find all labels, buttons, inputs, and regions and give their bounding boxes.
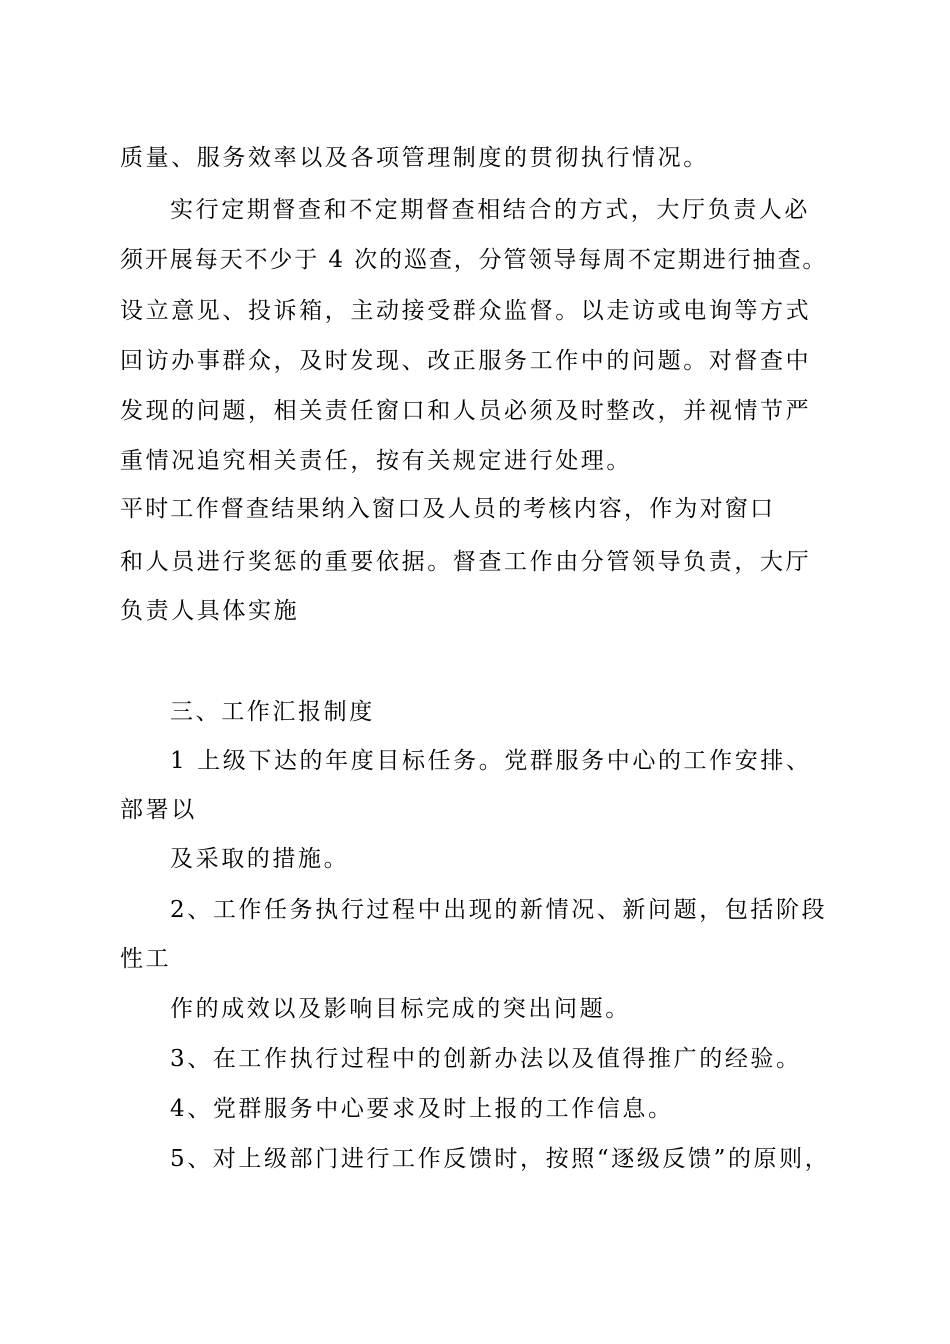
list-item-2: 2、工作任务执行过程中出现的新情况、新问题，包括阶段 — [170, 897, 828, 923]
section-heading: 三、工作汇报制度 — [170, 699, 375, 725]
list-item-1-cont: 及采取的措施。 — [170, 846, 350, 872]
text-line-8: 平时工作督查结果纳入窗口及人员的考核内容，作为对窗口 — [120, 496, 776, 522]
text-line-6: 发现的问题，相关责任窗口和人员必须及时整改，并视情节严 — [120, 398, 812, 424]
list-item-1-wrap: 部署以 — [120, 797, 197, 823]
text-line-10: 负责人具体实施 — [120, 598, 300, 624]
text-line-4: 设立意见、投诉箱，主动接受群众监督。以走访或电询等方式 — [120, 298, 812, 324]
text-line-3: 须开展每天不少于 4 次的巡查，分管领导每周不定期进行抽查。 — [120, 247, 828, 273]
list-item-2-cont: 作的成效以及影响目标完成的突出问题。 — [170, 996, 631, 1022]
list-item-3: 3、在工作执行过程中的创新办法以及值得推广的经验。 — [170, 1046, 802, 1072]
text-line-2: 实行定期督查和不定期督查相结合的方式，大厅负责人必 — [170, 197, 810, 223]
list-item-5: 5、对上级部门进行工作反馈时，按照“逐级反馈”的原则， — [170, 1146, 831, 1172]
list-item-4: 4、党群服务中心要求及时上报的工作信息。 — [170, 1096, 674, 1122]
text-line-5: 回访办事群众，及时发现、改正服务工作中的问题。对督查中 — [120, 348, 812, 374]
text-line-7: 重情况追究相关责任，按有关规定进行处理。 — [120, 448, 632, 474]
list-item-2-wrap: 性工 — [120, 946, 172, 972]
list-item-1: 1 上级下达的年度目标任务。党群服务中心的工作安排、 — [170, 748, 812, 774]
text-line-1: 质量、服务效率以及各项管理制度的贯彻执行情况。 — [120, 145, 709, 171]
text-line-9: 和人员进行奖惩的重要依据。督查工作由分管领导负责，大厅 — [120, 549, 812, 575]
